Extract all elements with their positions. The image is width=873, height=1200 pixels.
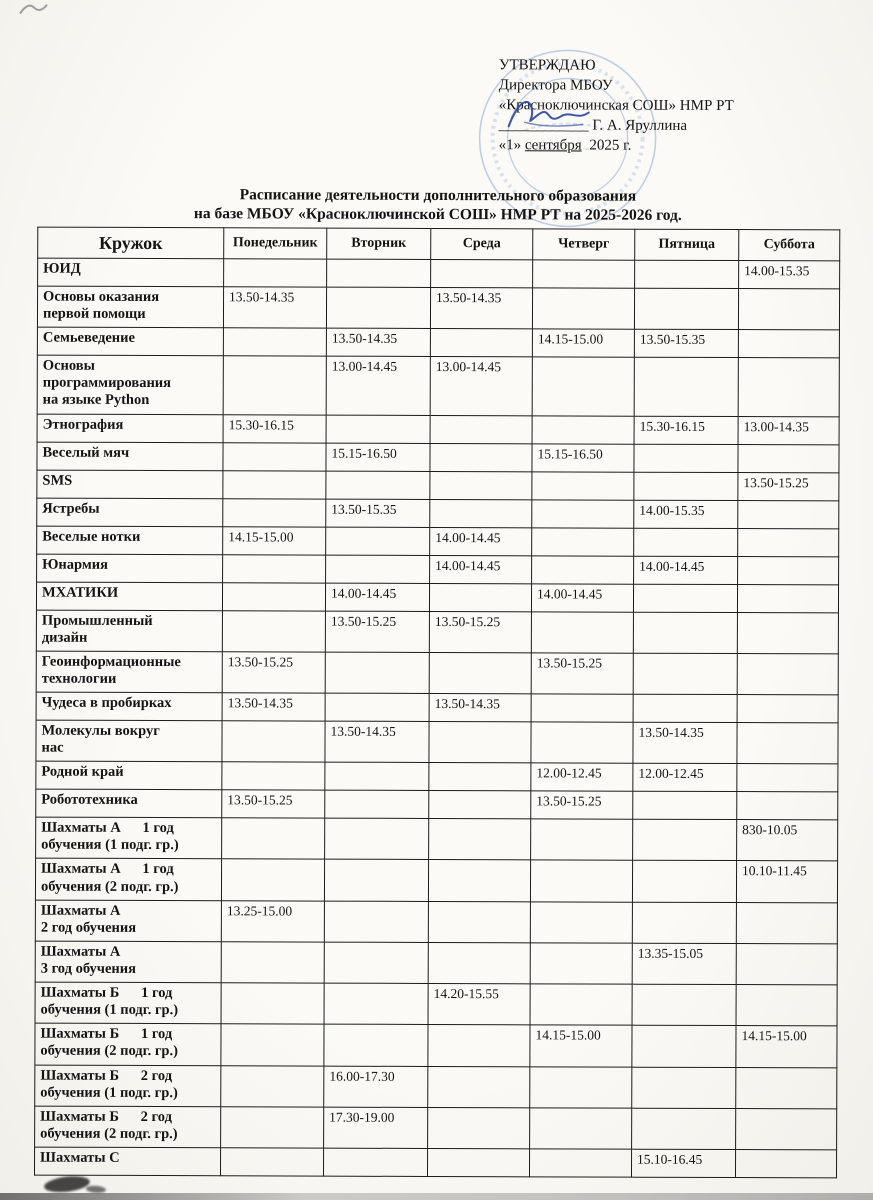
table-row	[36, 610, 838, 654]
schedule-cell-monday	[220, 1148, 323, 1176]
club-name-cell: Основы оказания первой помощи	[37, 286, 223, 328]
table-row	[37, 526, 839, 557]
schedule-cell-saturday	[736, 1108, 837, 1150]
club-name-cell: Чудеса в пробирках	[36, 692, 222, 721]
schedule-cell-thursday	[530, 901, 632, 943]
schedule-cell-friday	[635, 260, 739, 288]
schedule-cell-tuesday	[324, 1024, 428, 1066]
day-column-header: Понедельник	[224, 228, 327, 259]
schedule-cell-tuesday	[325, 818, 429, 860]
schedule-cell-wednesday	[430, 443, 532, 471]
club-name-cell: Веселый мяч	[37, 442, 223, 471]
schedule-cell-wednesday: 13.00-14.45	[430, 357, 532, 416]
schedule-cell-monday	[222, 610, 325, 652]
table-row	[35, 941, 837, 985]
schedule-cell-wednesday: 13.50-14.35	[430, 287, 532, 329]
schedule-cell-friday	[632, 861, 736, 903]
club-name-cell: Родной край	[36, 761, 222, 790]
schedule-cell-monday	[222, 818, 325, 860]
schedule-cell-friday	[634, 472, 738, 500]
schedule-cell-wednesday	[429, 791, 531, 819]
schedule-cell-monday	[223, 442, 326, 470]
schedule-cell-wednesday: 14.20-15.55	[428, 984, 530, 1026]
club-name-cell: Молекулы вокруг нас	[36, 720, 222, 762]
schedule-cell-monday: 15.30-16.15	[223, 414, 326, 442]
approval-school: «Красноключинская СОШ» НМР РТ	[498, 97, 734, 114]
schedule-cell-thursday	[529, 1149, 631, 1177]
schedule-cell-monday	[222, 762, 325, 790]
schedule-cell-monday: 13.25-15.00	[221, 900, 324, 942]
club-name-cell: Промышленный дизайн	[36, 610, 222, 652]
schedule-cell-tuesday: 13.00-14.45	[326, 356, 430, 415]
scan-edge-bottom	[0, 1193, 873, 1200]
club-name-cell: Веселые нотки	[37, 526, 223, 555]
table-row	[37, 414, 839, 445]
pen-mark-top-left	[18, 0, 50, 18]
schedule-cell-saturday: 830-10.05	[737, 820, 838, 862]
schedule-cell-tuesday	[324, 860, 428, 902]
club-name-cell: Шахматы Б 1 год обучения (2 подг. гр.)	[35, 1023, 221, 1065]
schedule-cell-friday: 12.00-12.45	[633, 763, 737, 791]
schedule-cell-saturday	[737, 723, 838, 765]
schedule-cell-friday: 13.50-14.35	[633, 722, 737, 764]
schedule-cell-saturday	[736, 943, 837, 985]
club-name-cell: Шахматы А 3 год обучения	[35, 941, 221, 983]
schedule-cell-wednesday	[430, 499, 532, 527]
schedule-cell-thursday	[532, 415, 634, 443]
approval-date-prefix: «1»	[498, 136, 522, 154]
schedule-cell-saturday	[736, 902, 837, 944]
schedule-cell-tuesday	[325, 693, 429, 721]
schedule-cell-wednesday	[428, 901, 530, 943]
schedule-cell-tuesday: 13.50-14.35	[325, 721, 429, 763]
schedule-cell-wednesday	[427, 1148, 529, 1176]
schedule-cell-friday	[634, 528, 738, 556]
schedule-cell-wednesday	[431, 259, 533, 287]
table-row	[36, 817, 838, 861]
schedule-cell-friday	[634, 444, 738, 472]
schedule-cell-thursday: 15.15-16.50	[532, 443, 634, 471]
schedule-cell-saturday: 14.15-15.00	[736, 1026, 837, 1068]
table-row	[34, 1147, 836, 1178]
document-title-line1: Расписание деятельности дополнительного образования	[239, 186, 637, 205]
schedule-cell-friday	[632, 1025, 736, 1067]
schedule-cell-thursday: 14.15-15.00	[530, 1025, 632, 1067]
club-name-cell: ЮИД	[38, 258, 224, 287]
schedule-cell-saturday	[737, 653, 838, 695]
table-row	[36, 692, 838, 723]
schedule-cell-saturday	[736, 1067, 837, 1109]
schedule-cell-thursday	[531, 722, 633, 764]
schedule-cell-wednesday	[428, 1066, 530, 1108]
schedule-cell-saturday	[738, 289, 839, 331]
schedule-cell-wednesday: 14.00-14.45	[430, 527, 532, 555]
schedule-cell-wednesday: 13.50-15.25	[429, 611, 531, 653]
club-name-cell: Ястребы	[37, 498, 223, 527]
schedule-cell-thursday: 14.00-14.45	[531, 583, 633, 611]
club-name-cell: Основы программирования на языке Python	[37, 355, 223, 414]
club-name-cell: Робототехника	[36, 789, 222, 818]
schedule-cell-thursday: 13.50-15.25	[531, 791, 633, 819]
schedule-cell-friday	[632, 902, 736, 944]
schedule-cell-monday	[221, 1024, 324, 1066]
schedule-cell-wednesday	[430, 415, 532, 443]
schedule-cell-tuesday: 17.30-19.00	[324, 1107, 428, 1149]
schedule-cell-monday	[223, 554, 326, 582]
document-title	[1, 184, 873, 226]
schedule-cell-tuesday	[326, 415, 430, 443]
schedule-cell-monday	[222, 721, 325, 763]
schedule-cell-tuesday	[324, 983, 428, 1025]
schedule-cell-tuesday: 15.15-16.50	[326, 443, 430, 471]
schedule-cell-thursday	[532, 527, 634, 555]
schedule-cell-tuesday: 13.50-15.35	[326, 499, 430, 527]
club-name-cell: Шахматы Б 1 год обучения (1 подг. гр.)	[35, 982, 221, 1024]
schedule-cell-saturday: 13.50-15.25	[738, 472, 839, 500]
schedule-cell-friday	[633, 584, 737, 612]
schedule-cell-friday	[632, 1067, 736, 1109]
schedule-cell-tuesday	[324, 942, 428, 984]
schedule-cell-monday: 13.50-15.25	[222, 790, 325, 818]
schedule-cell-saturday	[737, 584, 838, 612]
schedule-cell-monday	[221, 859, 324, 901]
schedule-cell-thursday	[532, 357, 634, 416]
schedule-cell-monday	[223, 470, 326, 498]
table-row	[35, 1065, 837, 1109]
approval-signature-line: ____________ Г. А. Яруллина	[498, 117, 688, 134]
schedule-cell-saturday	[735, 1150, 836, 1178]
table-row	[35, 982, 837, 1026]
schedule-cell-wednesday	[428, 1107, 530, 1149]
schedule-cell-friday: 15.30-16.15	[634, 416, 738, 444]
schedule-cell-tuesday	[326, 555, 430, 583]
schedule-cell-wednesday	[429, 721, 531, 763]
schedule-cell-thursday: 13.50-15.25	[531, 653, 633, 695]
schedule-cell-wednesday	[428, 942, 530, 984]
club-column-header: Кружок	[38, 227, 224, 259]
approval-role: Директора МБОУ	[498, 77, 613, 94]
table-row	[37, 286, 839, 330]
schedule-cell-tuesday	[325, 790, 429, 818]
table-row	[36, 789, 838, 820]
schedule-cell-friday	[633, 612, 737, 654]
schedule-header-row	[38, 227, 840, 261]
table-row	[38, 258, 840, 289]
table-row	[37, 327, 839, 358]
schedule-cell-thursday	[531, 819, 633, 861]
schedule-cell-saturday	[738, 444, 839, 472]
schedule-cell-tuesday: 14.00-14.45	[325, 583, 429, 611]
schedule-cell-saturday: 14.00-15.35	[739, 261, 840, 289]
schedule-cell-tuesday: 13.50-14.35	[326, 328, 430, 356]
schedule-cell-thursday	[530, 860, 632, 902]
schedule-cell-saturday	[737, 792, 838, 820]
schedule-cell-tuesday	[324, 901, 428, 943]
club-name-cell: Шахматы А 1 год обучения (1 подг. гр.)	[36, 817, 222, 859]
schedule-cell-tuesday	[326, 471, 430, 499]
schedule-cell-thursday	[532, 555, 634, 583]
day-column-header: Пятница	[635, 229, 739, 260]
club-name-cell: Шахматы С	[34, 1147, 220, 1176]
schedule-cell-thursday	[532, 499, 634, 527]
schedule-cell-friday: 14.00-15.35	[634, 500, 738, 528]
club-name-cell: Этнография	[37, 414, 223, 443]
schedule-cell-thursday	[531, 611, 633, 653]
schedule-cell-wednesday	[429, 763, 531, 791]
table-row	[35, 1106, 837, 1150]
schedule-cell-monday	[221, 942, 324, 984]
schedule-cell-thursday	[531, 694, 633, 722]
schedule-cell-wednesday	[429, 819, 531, 861]
schedule-cell-thursday	[530, 984, 632, 1026]
approval-block	[499, 56, 734, 157]
schedule-cell-friday: 15.10-16.45	[631, 1149, 735, 1177]
schedule-cell-thursday	[530, 1108, 632, 1150]
schedule-cell-tuesday	[323, 1148, 427, 1176]
schedule-cell-friday	[633, 694, 737, 722]
schedule-cell-monday: 13.50-14.35	[223, 287, 326, 329]
schedule-cell-monday	[222, 582, 325, 610]
schedule-cell-monday: 14.15-15.00	[223, 526, 326, 554]
schedule-cell-saturday	[737, 764, 838, 792]
table-row	[37, 498, 839, 529]
schedule-cell-wednesday	[428, 860, 530, 902]
day-column-header: Вторник	[327, 228, 431, 259]
schedule-cell-saturday: 13.00-14.35	[738, 416, 839, 444]
schedule-cell-thursday	[533, 260, 635, 288]
schedule-cell-thursday: 14.15-15.00	[532, 329, 634, 357]
schedule-cell-tuesday	[325, 762, 429, 790]
schedule-cell-saturday	[738, 358, 839, 417]
schedule-cell-monday	[223, 356, 326, 415]
club-name-cell: МХАТИКИ	[36, 582, 222, 611]
schedule-cell-friday	[632, 1108, 736, 1150]
approval-heading: УТВЕРЖДАЮ	[498, 57, 596, 74]
schedule-cell-monday	[223, 498, 326, 526]
smudge-bottom-left	[43, 1174, 90, 1194]
day-column-header: Среда	[431, 228, 533, 259]
table-row	[35, 859, 837, 903]
schedule-cell-saturday	[738, 556, 839, 584]
club-name-cell: Геоинформационные технологии	[36, 651, 222, 693]
table-row	[36, 761, 838, 792]
schedule-cell-saturday	[738, 330, 839, 358]
schedule-cell-wednesday	[428, 1025, 530, 1067]
table-row	[37, 442, 839, 473]
schedule-cell-friday: 13.35-15.05	[632, 943, 736, 985]
schedule-cell-monday	[224, 259, 327, 287]
schedule-cell-friday	[633, 791, 737, 819]
schedule-cell-friday	[634, 288, 738, 330]
table-row	[36, 720, 838, 764]
schedule-cell-thursday: 12.00-12.45	[531, 763, 633, 791]
schedule-cell-tuesday	[327, 259, 431, 287]
table-row	[37, 355, 839, 416]
table-row	[37, 470, 839, 501]
schedule-table-body	[34, 258, 839, 1178]
schedule-cell-tuesday: 13.50-15.25	[325, 611, 429, 653]
schedule-cell-wednesday: 14.00-14.45	[430, 555, 532, 583]
schedule-cell-friday	[633, 653, 737, 695]
table-row	[36, 651, 838, 695]
schedule-cell-friday: 14.00-14.45	[634, 556, 738, 584]
schedule-cell-friday: 13.50-15.35	[634, 329, 738, 357]
schedule-cell-monday	[221, 983, 324, 1025]
club-name-cell: Юнармия	[37, 554, 223, 583]
table-row	[35, 1023, 837, 1067]
schedule-cell-thursday	[532, 288, 634, 330]
schedule-cell-monday	[223, 328, 326, 356]
schedule-cell-tuesday	[325, 652, 429, 694]
schedule-cell-wednesday	[429, 583, 531, 611]
schedule-cell-monday	[221, 1106, 324, 1148]
schedule-cell-saturday	[738, 500, 839, 528]
schedule-cell-wednesday	[430, 329, 532, 357]
schedule-cell-thursday	[532, 471, 634, 499]
schedule-cell-wednesday	[429, 652, 531, 694]
schedule-cell-thursday	[530, 943, 632, 985]
schedule-cell-wednesday: 13.50-14.35	[429, 693, 531, 721]
approval-date-month: сентября	[524, 137, 582, 154]
schedule-cell-saturday: 10.10-11.45	[736, 861, 837, 903]
schedule-cell-monday	[221, 1065, 324, 1107]
day-column-header: Суббота	[739, 230, 840, 261]
schedule-cell-monday: 13.50-14.35	[222, 693, 325, 721]
club-name-cell: Семьеведение	[37, 327, 223, 356]
club-name-cell: SMS	[37, 470, 223, 499]
schedule-cell-tuesday: 16.00-17.30	[324, 1066, 428, 1108]
schedule-cell-saturday	[736, 985, 837, 1027]
schedule-cell-thursday	[530, 1066, 632, 1108]
day-column-header: Четверг	[533, 229, 635, 260]
schedule-cell-saturday	[737, 695, 838, 723]
club-name-cell: Шахматы А 1 год обучения (2 подг. гр.)	[35, 859, 221, 901]
table-row	[37, 554, 839, 585]
schedule-cell-saturday	[737, 612, 838, 654]
approval-date-line	[499, 136, 734, 157]
schedule-table	[34, 227, 840, 1179]
schedule-cell-friday	[632, 984, 736, 1026]
club-name-cell: Шахматы А 2 год обучения	[35, 900, 221, 942]
schedule-cell-tuesday	[326, 527, 430, 555]
table-row	[36, 582, 838, 613]
club-name-cell: Шахматы Б 2 год обучения (1 подг. гр.)	[35, 1065, 221, 1107]
schedule-cell-monday: 13.50-15.25	[222, 652, 325, 694]
schedule-cell-tuesday	[326, 287, 430, 329]
schedule-cell-saturday	[738, 528, 839, 556]
document-title-line2: на базе МБОУ «Красноключинской СОШ» НМР РТ на 2025-2026 год.	[193, 205, 682, 225]
approval-date-suffix: 2025 г.	[589, 137, 632, 154]
schedule-cell-wednesday	[430, 471, 532, 499]
club-name-cell: Шахматы Б 2 год обучения (2 подг. гр.)	[35, 1106, 221, 1148]
schedule-cell-friday	[633, 819, 737, 861]
table-row	[35, 900, 837, 944]
schedule-cell-friday	[634, 357, 738, 416]
